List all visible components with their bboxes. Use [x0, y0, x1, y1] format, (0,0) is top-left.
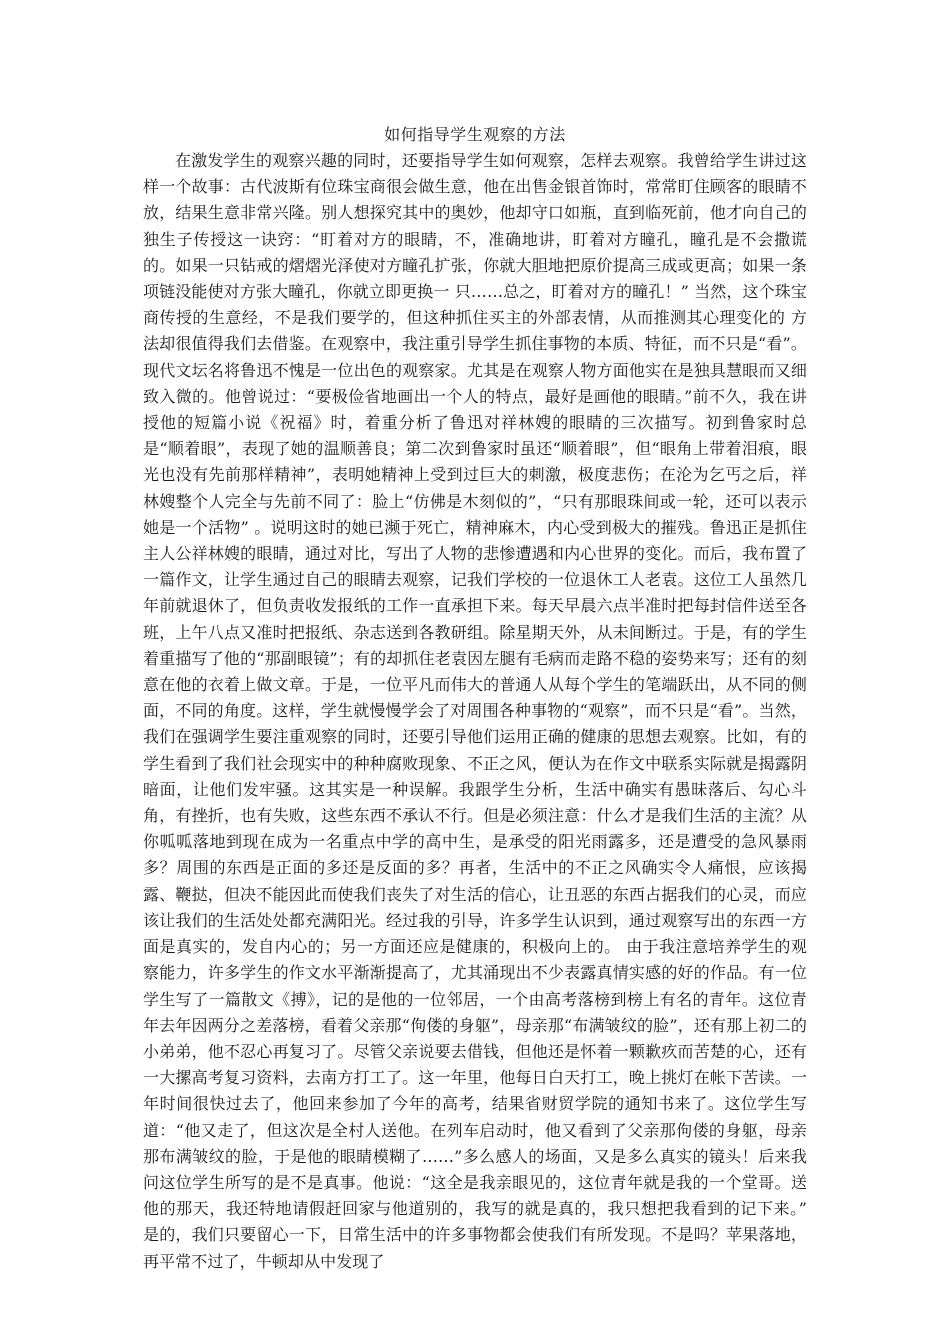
document-title: 如何指导学生观察的方法 [384, 125, 566, 144]
document-body-paragraph: 在激发学生的观察兴趣的同时，还要指导学生如何观察，怎样去观察。我曾给学生讲过这样一个故事：古代波斯有位珠宝商很会做生意，他在出售金银首饰时，常常盯住顾客的眼睛不放，结果生意非常兴隆。别人想探究其中的奥妙，他却守口如瓶，直到临死前，他才向自己的独生子传授这一诀窍：“盯着对方的眼睛，不，准确地讲，盯着对方瞳孔，瞳孔是不会撒谎的。如果一只钻戒的熠熠光泽使对方瞳孔扩张，你就大胆地把原价提高三成或更高；如果一条项链没能使对方张大瞳孔，你就立即更换一 只……总之，盯着对方的瞳孔！” 当然，这个珠宝商传授的生意经，不是我们要学的，但这种抓住买主的外部表情，从而推测其心理变化的 方法却很值得我们去借鉴。在观察中，我注重引导学生抓住事物的本质、特征，而不只是“看”。现代文坛名将鲁迅不愧是一位出色的观察家。尤其是在观察人物方面他实在是独具慧眼而又细致入微的。他曾说过：“要极俭省地画出一个人的特点，最好是画他的眼睛。”前不久，我在讲授他的短篇小说《祝福》时，着重分析了鲁迅对祥林嫂的眼睛的三次描写。初到鲁家时总是“顺着眼”，表现了她的温顺善良；第二次到鲁家时虽还“顺着眼”，但“眼角上带着泪痕，眼光也没有先前那样精神”，表明她精神上受到过巨大的刺激，极度悲伤；在沦为乞丐之后，祥林嫂整个人完全与先前不同了：脸上“仿佛是木刻似的”，“只有那眼珠间或一轮，还可以表示她是一个活物” 。说明这时的她已濒于死亡，精神麻木，内心受到极大的摧残。鲁迅正是抓住主人公祥林嫂的眼睛，通过对比，写出了人物的悲惨遭遇和内心世界的变化。而后，我布置了一篇作文，让学生通过自己的眼睛去观察，记我们学校的一位退休工人老袁。这位工人虽然几年前就退休了，但负责收发报纸的工作一直承担下来。每天早晨六点半准时把每封信件送至各班，上午八点又准时把报纸、杂志送到各教研组。除星期天外，从未间断过。于是，有的学生着重描写了他的“那副眼镜”；有的却抓住老袁因左腿有毛病而走路不稳的姿势来写；还有的刻意在他的衣着上做文章。于是，一位平凡而伟大的普通人从每个学生的笔端跃出，从不同的侧面，不同的角度。这样，学生就慢慢学会了对周围各种事物的“观察”，而不只是“看”。当然，我们在强调学生要注重观察的同时，还要引导他们运用正确的健康的思想去观察。比如，有的学生看到了我们社会现实中的种种腐败现象、不正之风，便认为在作文中联系实际就是揭露阴暗面，让他们发牢骚。这其实是一种误解。我跟学生分析，生活中确实有愚昧落后、勾心斗角，有挫折，也有失败，这些东西不承认不行。但是必须注意：什么才是我们生活的主流？从你呱呱落地到现在成为一名重点中学的高中生，是承受的阳光雨露多，还是遭受的急风暴雨多？周围的东西是正面的多还是反面的多？再者，生活中的不正之风确实令人痛恨，应该揭露、鞭挞，但决不能因此而使我们丧失了对生活的信心，让丑恶的东西占据我们的心灵，而应该让我们的生活处处都充满阳光。经过我的引导，许多学生认识到，通过观察写出的东西一方面是真实的，发自内心的；另一方面还应是健康的，积极向上的。 由于我注意培养学生的观察能力，许多学生的作文水平渐渐提高了，尤其涌现出不少表露真情实感的好的作品。有一位学生写了一篇散文《搏》，记的是他的一位邻居，一个由高考落榜到榜上有名的青年。这位青年去年因两分之差落榜，看着父亲那“佝偻的身躯”，母亲那“布满皱纹的脸”，还有那上初二的小弟弟，他不忍心再复习了。尽管父亲说要去借钱，但他还是怀着一颗歉疚而苦楚的心，还有一大摞高考复习资料，去南方打工了。这一年里，他每日白天打工，晚上挑灯在帐下苦读。一年时间很快过去了，他回来参加了今年的高考，结果省财贸学院的通知书来了。这位学生写道：“他又走了，但这次是全村人送他。在列车启动时，他又看到了父亲那佝偻的身躯，母亲那布满皱纹的脸，于是他的眼睛模糊了……”多么感人的场面，又是多么真实的镜头！后来我问这位学生所写的是不是真事。他说：“这全是我亲眼见的，这位青年就是我的一个堂哥。送他的那天，我还特地请假赶回家与他道别的，我写的就是真的，我只想把我看到的记下来。” 是的，我们只要留心一下，日常生活中的许多事物都会使我们有所发现。不是吗？苹果落地，再平常不过了，牛顿却从中发现了 [143, 151, 807, 1271]
document-content [143, 122, 807, 1275]
